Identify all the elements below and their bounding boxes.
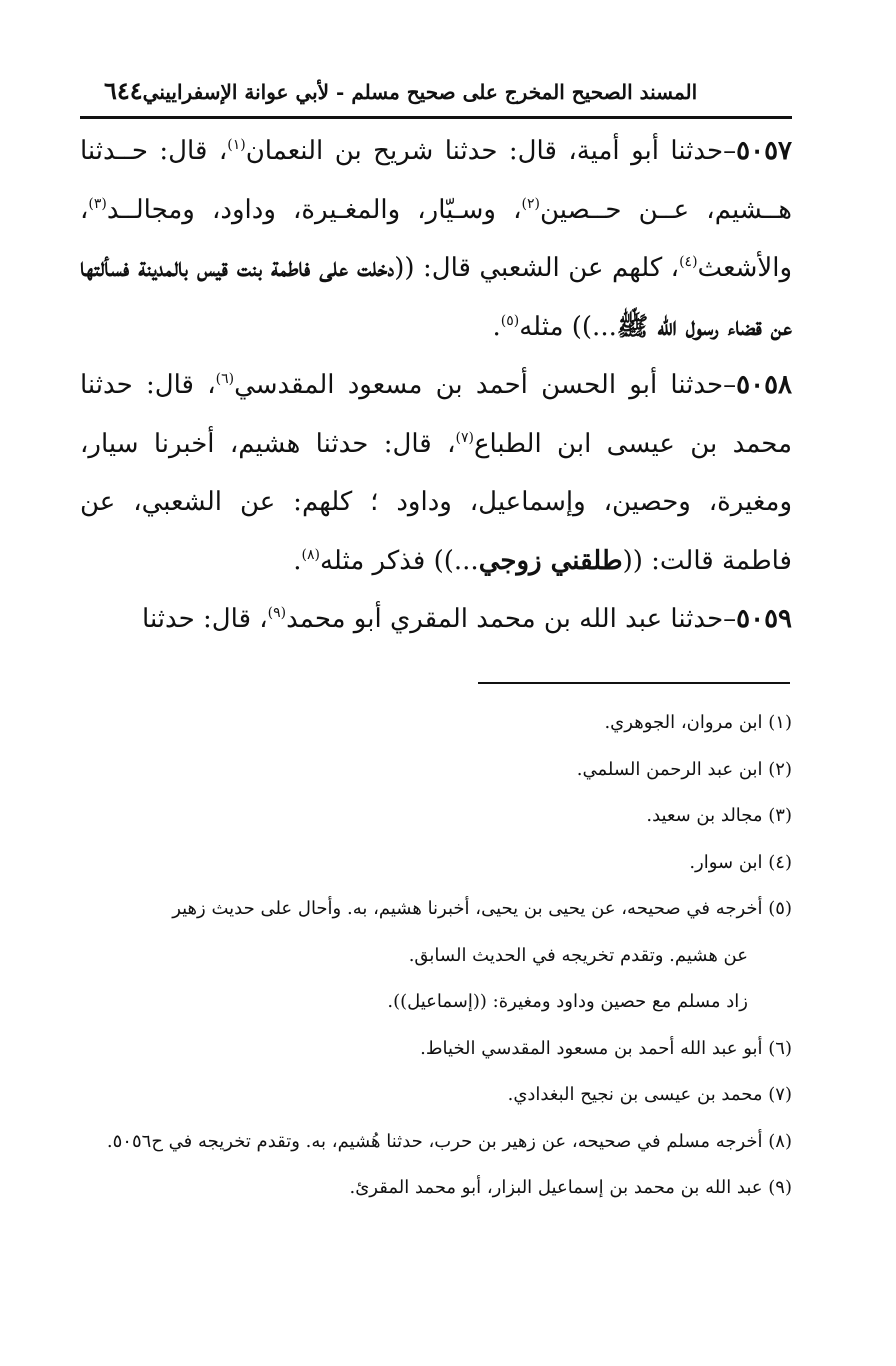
footnote-7: (٧) محمد بن عيسى بن نجيح البغدادي. bbox=[507, 1084, 792, 1105]
footnote-ref: (٢) bbox=[521, 195, 540, 212]
footnote-3: (٣) مجالد بن سعيد. bbox=[646, 805, 792, 826]
running-title: المسند الصحيح المخرج على صحيح مسلم - لأبي عوانة الإسفراييني bbox=[142, 80, 698, 104]
footnote-9: (٩) عبد الله بن محمد بن إسماعيل البزار، أبو محمد المقرئ. bbox=[349, 1177, 792, 1198]
main-text bbox=[80, 122, 792, 649]
page-number: ٦٤٤ bbox=[104, 76, 143, 105]
hadith-text: ...)) مثله bbox=[519, 311, 617, 342]
footnote-8: (٨) أخرجه مسلم في صحيحه، عن زهير بن حرب، حدثنا هُشيم، به. وتقدم تخريجه في ح٥٠٥٦. bbox=[106, 1130, 792, 1152]
hadith-text: . bbox=[293, 545, 302, 576]
footnotes bbox=[80, 700, 792, 1212]
footnote-ref: (٩) bbox=[267, 605, 287, 621]
footnote-5-continued: عن هشيم. وتقدم تخريجه في الحديث السابق. bbox=[408, 944, 748, 966]
hadith-number: ٥٠٥٧ bbox=[736, 136, 792, 166]
footnote-ref: (١) bbox=[227, 137, 246, 153]
hadith-text: –حدثنا عبد الله بن محمد المقري أبو محمد bbox=[286, 604, 737, 634]
footnote-2: (٢) ابن عبد الرحمن السلمي. bbox=[576, 758, 792, 780]
quoted-matn: طلقني زوجي bbox=[478, 545, 623, 576]
hadith-number: ٥٠٥٩ bbox=[736, 604, 792, 634]
footnote-5-note: زاد مسلم مع حصين وداود ومغيرة: ((إسماعيل)). bbox=[387, 991, 748, 1012]
footnote-rule bbox=[478, 682, 790, 684]
footnote-4: (٤) ابن سوار. bbox=[689, 851, 792, 873]
hadith-text: ، قال: حدثنا هشيم، أخبرنا سيار، ومغيرة، وحصين، وإسماعيل، وداود ؛ كلهم: عن الشعبي، عن فاطمة قالت: (( bbox=[80, 428, 792, 576]
footnote-ref: (٦) bbox=[215, 371, 235, 387]
hadith-5057 bbox=[80, 122, 792, 356]
hadith-text: . bbox=[492, 311, 501, 342]
hadith-text: ، وسـيّار، والمغـيرة، وداود، ومجالــد bbox=[106, 194, 522, 225]
footnote-ref: (٧) bbox=[455, 429, 474, 446]
hadith-number: ٥٠٥٨ bbox=[736, 370, 792, 400]
hadith-text: ...)) فذكر مثله bbox=[319, 545, 479, 576]
footnote-5: (٥) أخرجه في صحيحه، عن يحيى بن يحيى، أخبرنا هشيم، به. وأحال على حديث زهير bbox=[172, 898, 792, 919]
footnote-1: (١) ابن مروان، الجوهري. bbox=[604, 712, 792, 733]
footnote-6: (٦) أبو عبد الله أحمد بن مسعود المقدسي الخياط. bbox=[420, 1037, 792, 1059]
page-header bbox=[80, 76, 790, 105]
footnote-ref: (٣) bbox=[88, 195, 107, 212]
hadith-text: ، والأشعث bbox=[80, 194, 793, 283]
hadith-text: ، كلهم عن الشعبي قال: (( bbox=[394, 253, 680, 283]
hadith-5058 bbox=[80, 356, 792, 590]
hadith-text: ، قال: حــدثنا هــشيم، عــن حــصين bbox=[80, 136, 792, 225]
hadith-text: ، قال: حدثنا محمد بن عيسى ابن الطباع bbox=[80, 370, 792, 459]
header-rule bbox=[80, 116, 792, 119]
footnote-ref: (٤) bbox=[679, 254, 698, 270]
quoted-matn: دخلت على فاطمة بنت قيس بالمدينة فسألتها عن قضاء رسول الله ﷺ bbox=[80, 253, 792, 342]
hadith-text: ، قال: حدثنا bbox=[142, 604, 268, 634]
hadith-text: –حدثنا أبو أمية، قال: حدثنا شريح بن النعمان bbox=[245, 136, 737, 166]
footnote-ref: (٥) bbox=[500, 312, 520, 329]
footnote-ref: (٨) bbox=[301, 546, 320, 563]
hadith-5059 bbox=[80, 590, 792, 649]
hadith-text: –حدثنا أبو الحسن أحمد بن مسعود المقدسي bbox=[234, 370, 737, 400]
